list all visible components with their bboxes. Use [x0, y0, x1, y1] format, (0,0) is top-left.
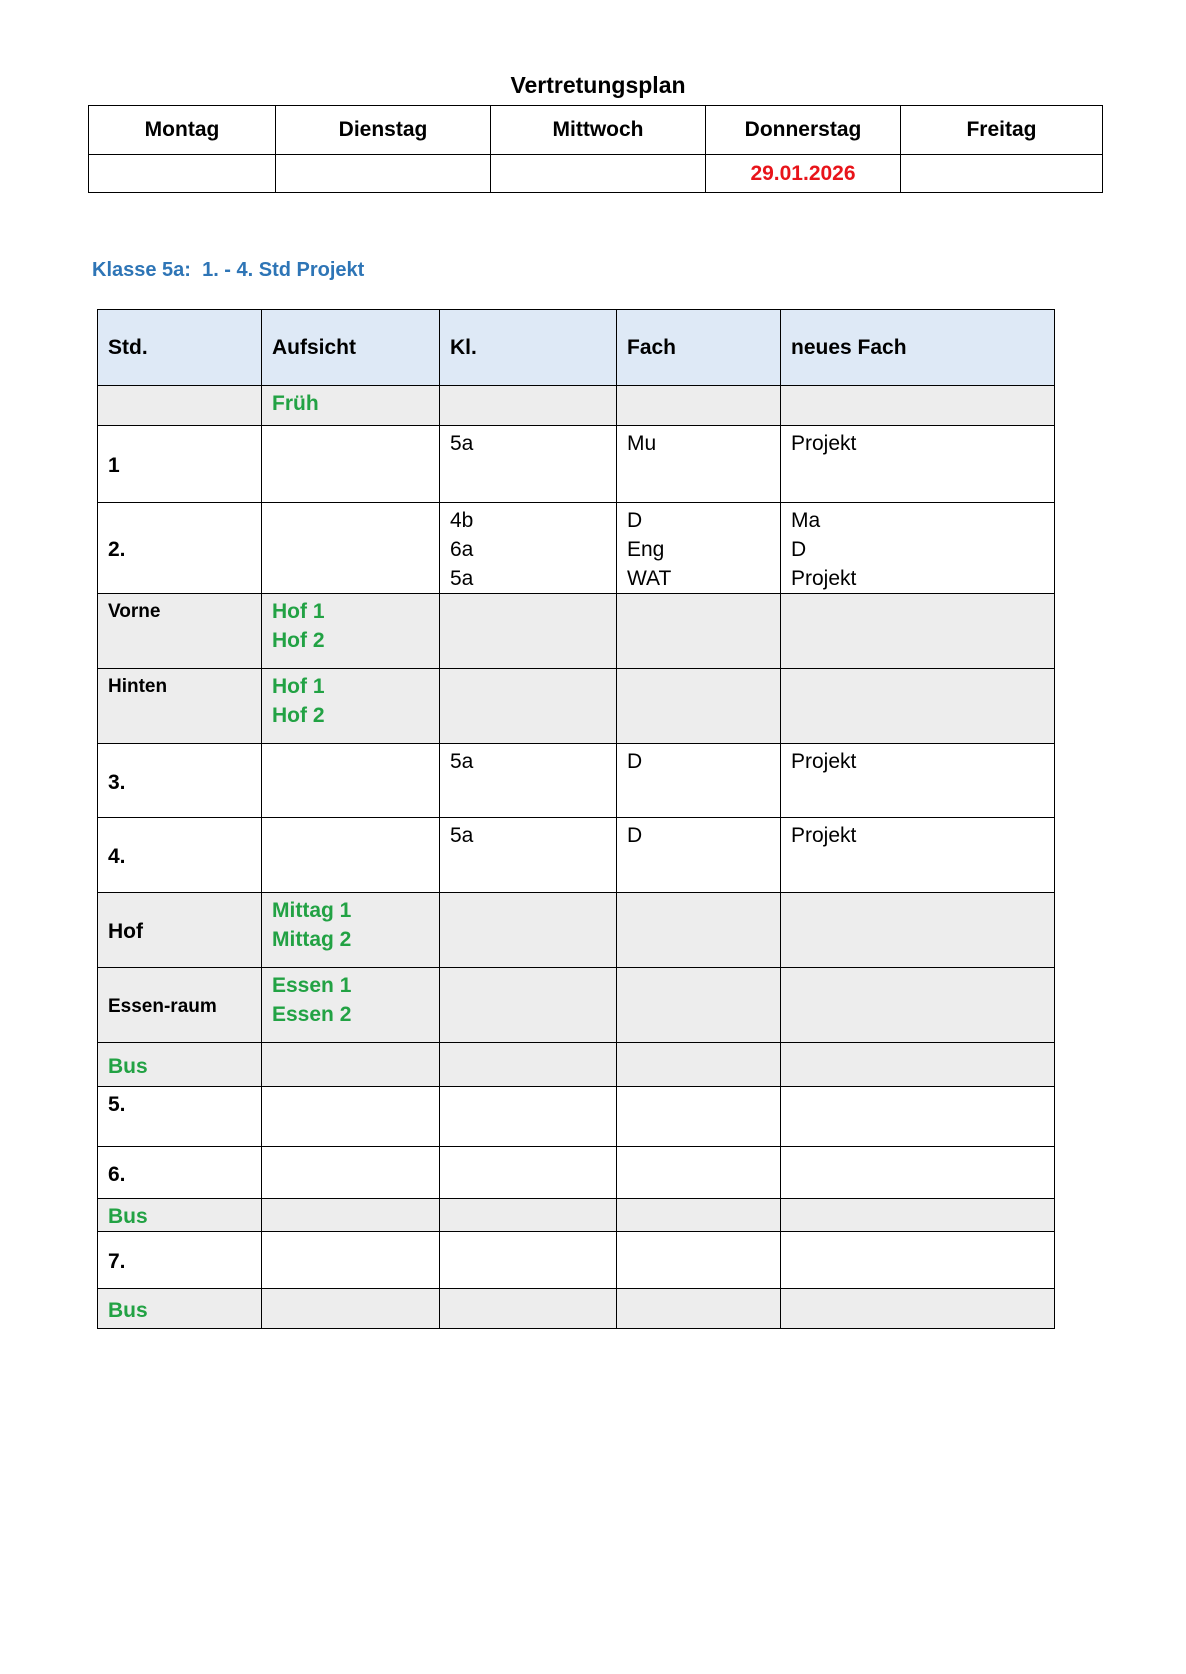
day-dienstag: Dienstag	[276, 106, 491, 155]
kl-cell	[440, 893, 617, 968]
aufsicht-cell	[262, 1147, 440, 1199]
fach-cell-line: WAT	[627, 567, 672, 590]
kl-cell	[440, 1087, 617, 1147]
kl-cell-line: 5a	[450, 567, 474, 590]
fach-cell	[617, 386, 781, 426]
kl-cell	[440, 503, 617, 594]
aufsicht-cell	[262, 426, 440, 503]
table-row	[98, 503, 1055, 594]
kl-cell	[440, 1199, 617, 1232]
fach-cell-line: D	[627, 750, 643, 773]
neues-fach-cell-line: Projekt	[791, 750, 857, 773]
week-days-row	[89, 106, 1103, 155]
neues-fach-cell	[781, 1087, 1055, 1147]
neues-fach-cell	[781, 1232, 1055, 1289]
table-row	[98, 818, 1055, 893]
std-cell: 3.	[98, 744, 262, 818]
neues-fach-cell-line: D	[791, 538, 807, 561]
kl-cell	[440, 744, 617, 818]
aufsicht-cell	[262, 1087, 440, 1147]
aufsicht-cell	[262, 968, 440, 1043]
std-cell: Bus	[98, 1289, 262, 1329]
std-cell: Vorne	[98, 594, 262, 669]
fach-cell	[617, 594, 781, 669]
std-cell: Bus	[98, 1199, 262, 1232]
page-title: Vertretungsplan	[510, 72, 686, 98]
aufsicht-cell-line: Hof 1	[272, 675, 325, 698]
std-cell: Essen-raum	[98, 968, 262, 1043]
std-cell: Hinten	[98, 669, 262, 744]
day-donnerstag: Donnerstag	[706, 106, 901, 155]
header-std: Std.	[98, 310, 262, 386]
day-mittwoch: Mittwoch	[491, 106, 706, 155]
neues-fach-cell	[781, 1289, 1055, 1329]
kl-cell	[440, 1147, 617, 1199]
table-row	[98, 1199, 1055, 1232]
aufsicht-cell	[262, 1232, 440, 1289]
fach-cell	[617, 968, 781, 1043]
aufsicht-cell-line: Hof 2	[272, 629, 325, 652]
fach-cell-line: Mu	[627, 432, 657, 455]
neues-fach-cell-line: Projekt	[791, 567, 857, 590]
fach-cell	[617, 503, 781, 594]
kl-cell-line: 6a	[450, 538, 474, 561]
table-row	[98, 893, 1055, 968]
fach-cell	[617, 1043, 781, 1087]
neues-fach-cell-line: Projekt	[791, 824, 857, 847]
neues-fach-cell	[781, 503, 1055, 594]
table-row	[98, 1232, 1055, 1289]
kl-cell	[440, 1043, 617, 1087]
plan-table	[97, 309, 1055, 1329]
kl-cell-line: 5a	[450, 824, 474, 847]
fach-cell	[617, 1199, 781, 1232]
fach-cell-line: D	[627, 824, 643, 847]
aufsicht-cell	[262, 594, 440, 669]
kl-cell-line: 4b	[450, 509, 474, 532]
day-montag: Montag	[89, 106, 276, 155]
neues-fach-cell	[781, 1199, 1055, 1232]
aufsicht-cell	[262, 744, 440, 818]
fach-cell	[617, 818, 781, 893]
header-aufsicht: Aufsicht	[262, 310, 440, 386]
std-cell: 5.	[98, 1087, 262, 1147]
std-cell: Hof	[98, 893, 262, 968]
std-cell: 6.	[98, 1147, 262, 1199]
fach-cell	[617, 744, 781, 818]
aufsicht-cell	[262, 503, 440, 594]
aufsicht-cell	[262, 1199, 440, 1232]
fach-cell-line: D	[627, 509, 643, 532]
std-cell: Bus	[98, 1043, 262, 1087]
day-freitag: Freitag	[901, 106, 1103, 155]
aufsicht-cell-line: Essen 1	[272, 974, 352, 997]
kl-cell	[440, 386, 617, 426]
aufsicht-cell	[262, 1043, 440, 1087]
table-row	[98, 426, 1055, 503]
aufsicht-cell-line: Früh	[272, 392, 319, 415]
kl-cell	[440, 818, 617, 893]
neues-fach-cell	[781, 968, 1055, 1043]
table-row	[98, 1043, 1055, 1087]
neues-fach-cell	[781, 426, 1055, 503]
aufsicht-cell-line: Essen 2	[272, 1003, 352, 1026]
neues-fach-cell	[781, 744, 1055, 818]
std-cell	[98, 386, 262, 426]
table-row	[98, 386, 1055, 426]
week-dates-row	[89, 155, 1103, 193]
fach-cell-line: Eng	[627, 538, 665, 561]
aufsicht-cell-line: Mittag 2	[272, 928, 352, 951]
fach-cell	[617, 1087, 781, 1147]
aufsicht-cell	[262, 818, 440, 893]
header-kl: Kl.	[440, 310, 617, 386]
std-cell: 2.	[98, 503, 262, 594]
class-note: Klasse 5a: 1. - 4. Std Projekt	[92, 259, 365, 281]
table-row	[98, 1289, 1055, 1329]
kl-cell-line: 5a	[450, 750, 474, 773]
kl-cell-line: 5a	[450, 432, 474, 455]
fach-cell	[617, 669, 781, 744]
fach-cell	[617, 426, 781, 503]
fach-cell	[617, 893, 781, 968]
neues-fach-cell	[781, 893, 1055, 968]
kl-cell	[440, 669, 617, 744]
header-neues-fach: neues Fach	[781, 310, 1055, 386]
aufsicht-cell	[262, 669, 440, 744]
kl-cell	[440, 426, 617, 503]
table-row	[98, 594, 1055, 669]
table-row	[98, 968, 1055, 1043]
neues-fach-cell	[781, 669, 1055, 744]
date-donnerstag: 29.01.2026	[706, 155, 901, 193]
aufsicht-cell	[262, 893, 440, 968]
date-montag	[89, 155, 276, 193]
neues-fach-cell	[781, 818, 1055, 893]
header-fach: Fach	[617, 310, 781, 386]
week-table	[88, 105, 1103, 193]
date-mittwoch	[491, 155, 706, 193]
neues-fach-cell-line: Projekt	[791, 432, 857, 455]
kl-cell	[440, 1232, 617, 1289]
table-row	[98, 1087, 1055, 1147]
plan-header-row	[98, 310, 1055, 386]
neues-fach-cell	[781, 1043, 1055, 1087]
neues-fach-cell	[781, 594, 1055, 669]
aufsicht-cell	[262, 386, 440, 426]
date-freitag	[901, 155, 1103, 193]
fach-cell	[617, 1232, 781, 1289]
table-row	[98, 669, 1055, 744]
kl-cell	[440, 968, 617, 1043]
table-row	[98, 744, 1055, 818]
kl-cell	[440, 1289, 617, 1329]
std-cell: 4.	[98, 818, 262, 893]
aufsicht-cell-line: Mittag 1	[272, 899, 352, 922]
aufsicht-cell	[262, 1289, 440, 1329]
table-row	[98, 1147, 1055, 1199]
neues-fach-cell	[781, 1147, 1055, 1199]
kl-cell	[440, 594, 617, 669]
fach-cell	[617, 1289, 781, 1329]
std-cell: 1	[98, 426, 262, 503]
fach-cell	[617, 1147, 781, 1199]
std-cell: 7.	[98, 1232, 262, 1289]
date-dienstag	[276, 155, 491, 193]
neues-fach-cell	[781, 386, 1055, 426]
aufsicht-cell-line: Hof 1	[272, 600, 325, 623]
aufsicht-cell-line: Hof 2	[272, 704, 325, 727]
neues-fach-cell-line: Ma	[791, 509, 821, 532]
